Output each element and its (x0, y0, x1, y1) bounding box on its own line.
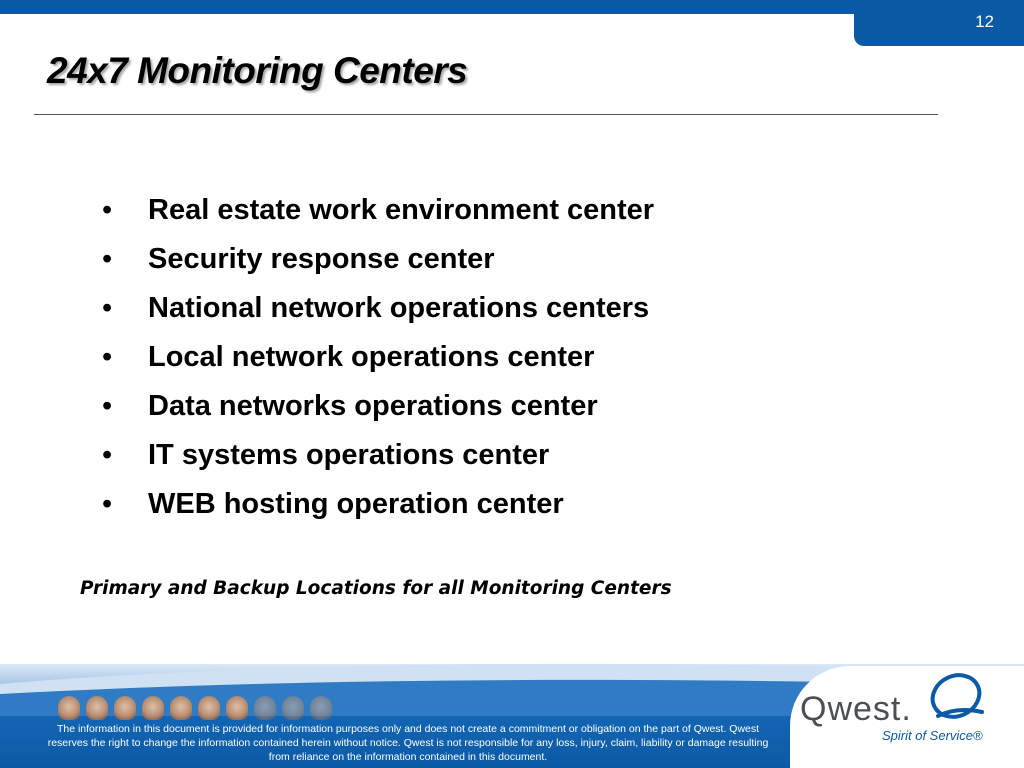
list-item (100, 382, 654, 431)
slide-title: 24x7 Monitoring Centers (47, 50, 468, 91)
bullet-icon: • (102, 390, 113, 422)
person-photo (282, 696, 304, 720)
person-photo (310, 696, 332, 720)
person-photo (58, 696, 80, 720)
list-item (100, 480, 654, 529)
bullet-list (100, 186, 654, 529)
bullet-icon: • (102, 341, 113, 373)
person-photo (114, 696, 136, 720)
page-number-tab (854, 0, 1024, 46)
list-item (100, 333, 654, 382)
disclaimer-line: The information in this document is provided for information purposes only and does not create a commitment or obligation on the part of Qwest. Qwest (56, 723, 760, 735)
list-item-text: WEB hosting operation center (148, 488, 564, 520)
person-photo (142, 696, 164, 720)
disclaimer-line: from reliance on the information contained in this document. (268, 751, 548, 763)
person-photo (86, 696, 108, 720)
list-item-text: Real estate work environment center (148, 194, 655, 226)
bullet-icon: • (102, 194, 113, 226)
disclaimer-line: reserves the right to change the information contained herein without notice. Qwest is not responsible for any loss, injury, claim, liability or damage resulting (47, 737, 769, 749)
bullet-icon: • (102, 292, 113, 324)
list-item-text: Security response center (148, 243, 495, 275)
bullet-icon: • (102, 488, 113, 520)
person-photo (198, 696, 220, 720)
list-item (100, 235, 654, 284)
title-divider (34, 114, 938, 115)
people-photo-strip (58, 696, 332, 722)
list-item-text: National network operations centers (148, 292, 650, 324)
footer-disclaimer (0, 722, 816, 764)
list-item (100, 431, 654, 480)
bullet-icon: • (102, 243, 113, 275)
bullet-icon: • (102, 439, 113, 471)
list-item-text: IT systems operations center (148, 439, 550, 471)
list-item (100, 186, 654, 235)
page-number: 12 (975, 12, 994, 31)
list-item-text: Local network operations center (148, 341, 595, 373)
slide-subtitle: Primary and Backup Locations for all Monitoring Centers (80, 578, 672, 599)
brand-tagline: Spirit of Service® (882, 728, 983, 743)
qwest-logo-icon (920, 664, 990, 734)
qwest-logo-text: Qwest. (800, 690, 912, 728)
person-photo (226, 696, 248, 720)
person-photo (170, 696, 192, 720)
list-item (100, 284, 654, 333)
person-photo (254, 696, 276, 720)
list-item-text: Data networks operations center (148, 390, 598, 422)
